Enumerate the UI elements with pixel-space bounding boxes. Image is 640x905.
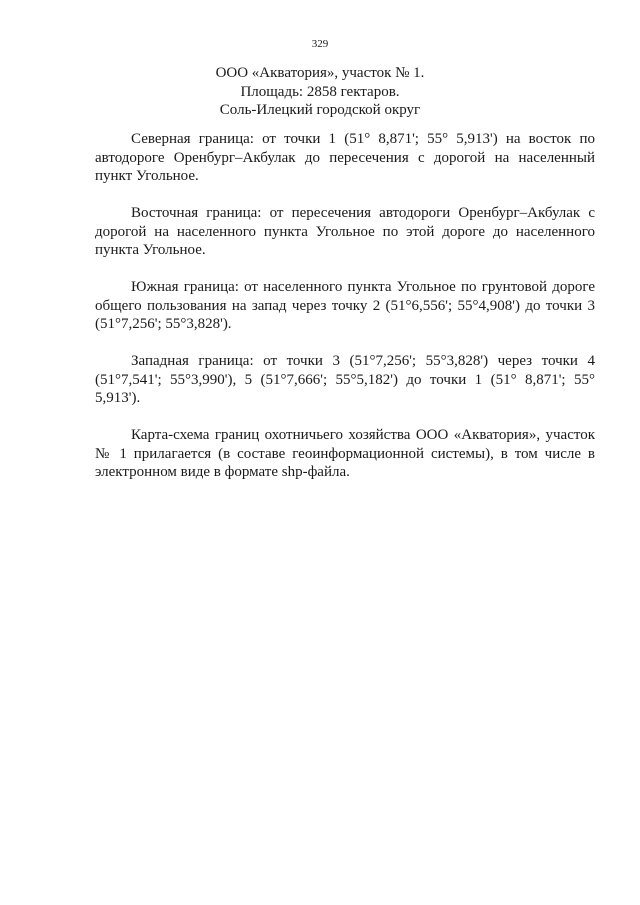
header-area-line: Площадь: 2858 гектаров. <box>240 83 400 100</box>
header-organization-line: ООО «Акватория», участок № 1. <box>215 65 425 81</box>
document-header <box>0 64 640 120</box>
header-district-line: Соль-Илецкий городской округ <box>219 102 421 118</box>
paragraph-west-boundary: Западная граница: от точки 3 (51°7,256'; 55°3,828') через точки 4 (51°7,541'; 55°3,990'), 5 (51°7,666'; 55°5,182') до точки 1 (51° 8,871'; 55° 5,913'). <box>95 353 595 406</box>
page-number: 329 <box>311 38 329 50</box>
paragraph-map-note: Карта-схема границ охотничьего хозяйства ООО «Акватория», участок № 1 прилагается (в составе геоинформационной системы), в том числе в электронном виде в формате shp-файла. <box>95 427 595 480</box>
paragraph-north-boundary: Северная граница: от точки 1 (51° 8,871'; 55° 5,913') на восток по автодороге Оренбург–Акбулак до пересечения с дорогой на населенный пункт Угольное. <box>95 131 595 184</box>
paragraph-south-boundary: Южная граница: от населенного пункта Угольное по грунтовой дороге общего пользования на запад через точку 2 (51°6,556'; 55°4,908') до точки 3 (51°7,256'; 55°3,828'). <box>95 279 595 332</box>
document-body <box>95 130 595 500</box>
paragraph-east-boundary: Восточная граница: от пересечения автодороги Оренбург–Акбулак с дорогой на населенного пункта Угольное по этой дороге до населенного пункта Угольное. <box>95 205 595 258</box>
